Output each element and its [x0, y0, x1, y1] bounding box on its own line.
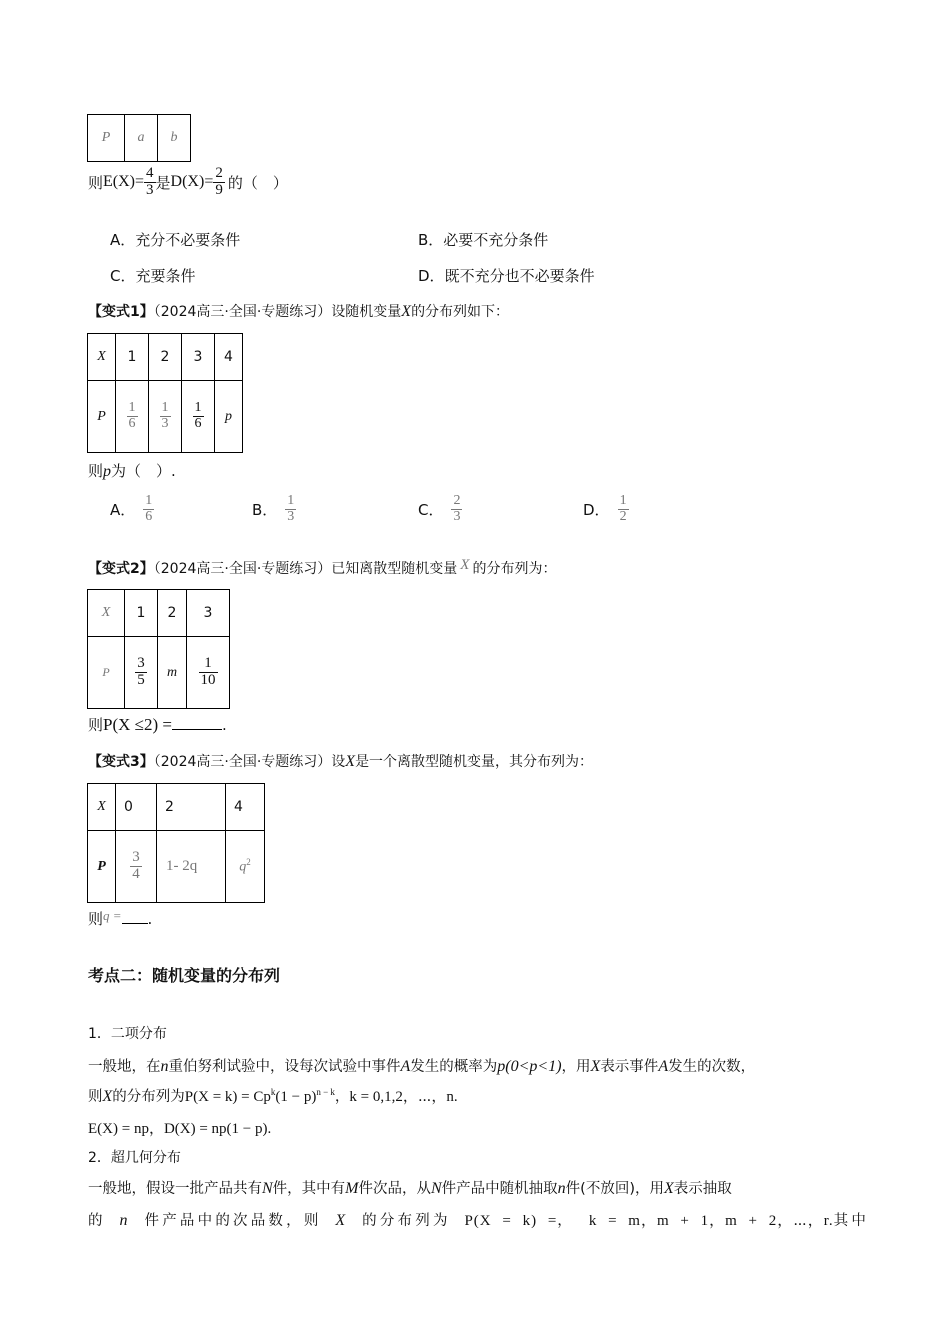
- answer-blank[interactable]: [122, 923, 148, 924]
- table-cell: P: [88, 637, 125, 709]
- table-cell: P: [88, 831, 116, 903]
- table-cell: P: [88, 115, 125, 162]
- variant-3-table: [87, 783, 265, 903]
- table-cell: m: [158, 637, 187, 709]
- table-cell: P: [88, 381, 116, 453]
- table-cell: $\frac{3}{4}$: [116, 831, 157, 903]
- question-stem: 则 E(X)= $\frac{4}{3}$ 是 D(X)= $\frac{2}{9}$ 的（ ）: [88, 165, 288, 198]
- subsection-heading: 2．超几何分布: [88, 1150, 181, 1166]
- table-cell: 2: [157, 784, 226, 831]
- variant-2-table: [87, 589, 230, 709]
- option-d[interactable]: D．既不充分也不必要条件: [418, 267, 595, 285]
- option-a[interactable]: A．充分不必要条件: [110, 231, 241, 249]
- variant-1-stem: 【变式1】（2024高三·全国·专题练习）设随机变量X的分布列如下：: [88, 303, 510, 320]
- variant-2-stem: 【变式2】（2024高三·全国·专题练习）已知离散型随机变量 X 的分布列为：: [88, 557, 557, 577]
- table-cell: $\frac{1}{10}$: [187, 637, 230, 709]
- table-cell: 2: [158, 590, 187, 637]
- variant-3-question: 则q = .: [88, 908, 153, 928]
- option-c[interactable]: C．充要条件: [110, 267, 196, 285]
- subsection-heading: 1．二项分布: [88, 1026, 167, 1042]
- table-cell: $q^2$: [226, 831, 265, 903]
- table-cell: 2: [149, 334, 182, 381]
- table-cell: 1- 2q: [157, 831, 226, 903]
- table-cell: X: [88, 590, 125, 637]
- table-cell: $\frac{1}{6}$: [116, 381, 149, 453]
- table-cell: 3: [182, 334, 215, 381]
- top-distribution-table: [87, 114, 191, 162]
- paragraph-line: 的 n 件产品中的次品数，则 X 的分布列为 P(X = k) =， k = m，m + 1，m + 2，⋯，r.其中: [88, 1212, 870, 1229]
- table-cell: b: [158, 115, 191, 162]
- paragraph-line: 则X的分布列为$P(X = k) = Cp^k(1 - p)^{n - k}$，k = 0,1,2，⋯，n.: [88, 1087, 458, 1105]
- table-cell: 1: [116, 334, 149, 381]
- paragraph-line: E(X) = np，D(X) = np(1 − p).: [88, 1121, 272, 1137]
- table-cell: a: [125, 115, 158, 162]
- v1-option-c[interactable]: C． $\frac{2}{3}$: [418, 493, 461, 524]
- fraction: $\frac{4}{3}$: [146, 165, 154, 198]
- table-cell: X: [88, 334, 116, 381]
- table-cell: p: [215, 381, 243, 453]
- v1-option-a[interactable]: A． $\frac{1}{6}$: [110, 493, 153, 524]
- fraction: $\frac{2}{9}$: [215, 165, 223, 198]
- table-cell: $\frac{3}{5}$: [125, 637, 158, 709]
- variant-1-table: [87, 333, 243, 453]
- table-cell: 1: [125, 590, 158, 637]
- option-b[interactable]: B．必要不充分条件: [418, 231, 549, 249]
- variant-3-stem: 【变式3】（2024高三·全国·专题练习）设X是一个离散型随机变量，其分布列为：: [88, 753, 594, 770]
- table-cell: 4: [215, 334, 243, 381]
- table-cell: 3: [187, 590, 230, 637]
- variant-1-question: 则p为（ ）.: [88, 462, 176, 480]
- paragraph-line: 一般地，在n重伯努利试验中，设每次试验中事件A发生的概率为p(0<p<1)，用X表示事件A发生的次数，: [88, 1058, 756, 1075]
- v1-option-b[interactable]: B． $\frac{1}{3}$: [252, 493, 295, 524]
- answer-blank[interactable]: [172, 729, 222, 730]
- section-title: 考点二：随机变量的分布列: [88, 966, 281, 985]
- table-cell: 4: [226, 784, 265, 831]
- table-cell: $\frac{1}{6}$: [182, 381, 215, 453]
- table-cell: X: [88, 784, 116, 831]
- table-cell: 0: [116, 784, 157, 831]
- table-cell: $\frac{1}{3}$: [149, 381, 182, 453]
- variant-2-question: 则P(X ≤2) = .: [88, 715, 227, 734]
- v1-option-d[interactable]: D． $\frac{1}{2}$: [583, 493, 627, 524]
- paragraph-line: 一般地，假设一批产品共有N件，其中有M件次品，从N件产品中随机抽取n件(不放回)，用X表示抽取: [88, 1180, 732, 1197]
